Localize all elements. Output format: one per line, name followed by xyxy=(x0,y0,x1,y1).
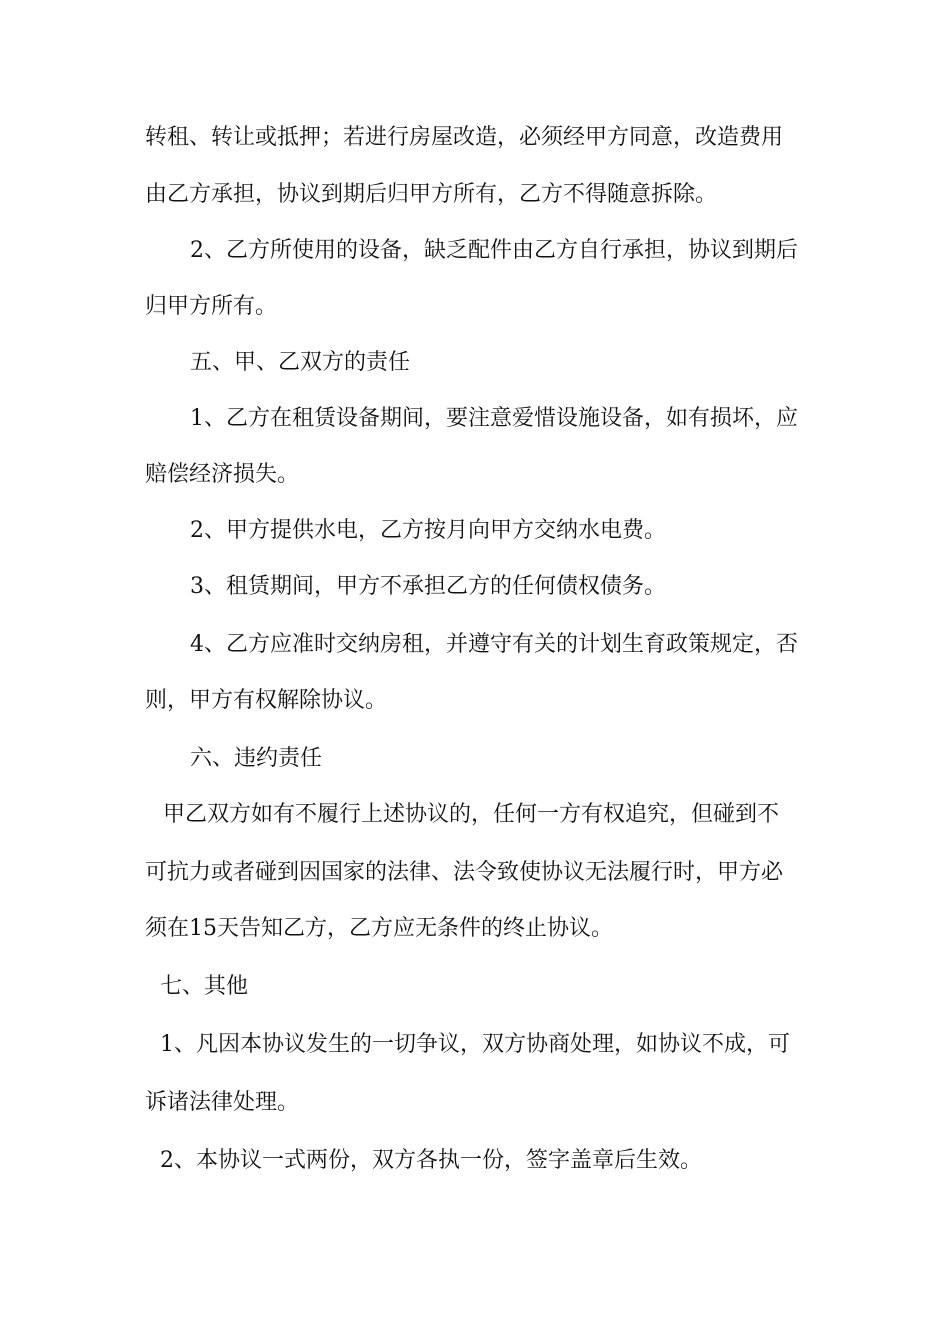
text-line-2: 由乙方承担，协议到期后归甲方所有，乙方不得随意拆除。 xyxy=(145,182,718,207)
text-line-19: 2、本协议一式两份，双方各执一份，签字盖章后生效。 xyxy=(160,1148,702,1173)
text-line-14: 可抗力或者碰到因国家的法律、法令致使协议无法履行时，甲方必 xyxy=(145,860,784,885)
section-heading-7: 七、其他 xyxy=(160,974,249,999)
text-line-3: 2、乙方所使用的设备，缺乏配件由乙方自行承担，协议到期后 xyxy=(190,238,798,263)
text-line-7: 赔偿经济损失。 xyxy=(145,462,300,487)
text-line-11: 则，甲方有权解除协议。 xyxy=(145,688,388,713)
section-heading-6: 六、违约责任 xyxy=(190,746,323,771)
text-line-18: 诉诸法律处理。 xyxy=(145,1090,300,1115)
text-line-8: 2、甲方提供水电，乙方按月向甲方交纳水电费。 xyxy=(190,518,666,543)
text-line-9: 3、租赁期间，甲方不承担乙方的任何债权债务。 xyxy=(190,574,666,599)
text-line-4: 归甲方所有。 xyxy=(145,294,278,319)
section-heading-5: 五、甲、乙双方的责任 xyxy=(190,350,411,375)
text-line-13: 甲乙双方如有不履行上述协议的，任何一方有权追究，但碰到不 xyxy=(163,802,780,827)
text-line-15: 须在15天告知乙方，乙方应无条件的终止协议。 xyxy=(145,916,613,941)
text-line-17: 1、凡因本协议发生的一切争议，双方协商处理，如协议不成，可 xyxy=(160,1032,790,1057)
text-line-1: 转租、转让或抵押；若进行房屋改造，必须经甲方同意，改造费用 xyxy=(145,125,784,150)
text-line-6: 1、乙方在租赁设备期间，要注意爱惜设施设备，如有损坏，应 xyxy=(190,406,798,431)
text-line-10: 4、乙方应准时交纳房租，并遵守有关的计划生育政策规定，否 xyxy=(190,632,798,657)
